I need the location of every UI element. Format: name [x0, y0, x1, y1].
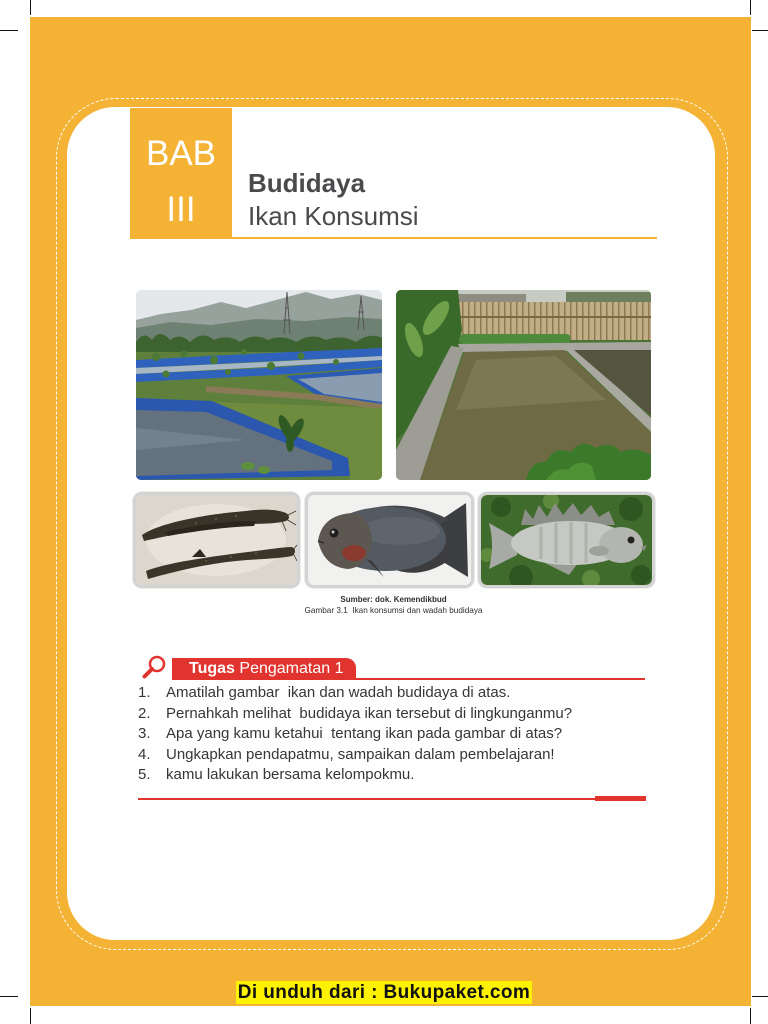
crop-mark — [30, 0, 31, 15]
pond-photo-concrete — [396, 290, 651, 480]
download-source-footer: Di unduh dari : Bukupaket.com — [237, 982, 531, 1003]
crop-mark — [750, 0, 751, 15]
pond-photo-tarpaulin — [136, 290, 382, 480]
crop-mark — [0, 996, 18, 997]
list-item — [138, 745, 645, 766]
task-header-rest: Pengamatan 1 — [239, 660, 344, 677]
list-item-text: Amatilah gambar ikan dan wadah budidaya di atas. — [166, 684, 511, 701]
chapter-label: BAB — [145, 134, 217, 173]
magnifier-icon — [141, 654, 167, 680]
task-list — [138, 683, 645, 786]
list-item — [138, 724, 645, 745]
crop-mark — [752, 30, 768, 31]
list-item-text: kamu lakukan bersama kelompokmu. — [166, 766, 415, 783]
list-item-number: 3. — [138, 725, 151, 742]
chapter-number: III — [166, 190, 196, 229]
list-item — [138, 704, 645, 725]
list-item-text: Apa yang kamu ketahui tentang ikan pada gambar di atas? — [166, 725, 563, 742]
task-header-rule — [172, 678, 645, 680]
task-header — [172, 658, 356, 679]
crop-mark — [0, 30, 18, 31]
task-end-rule — [138, 798, 646, 800]
fish-photo-catfish — [133, 492, 300, 588]
chapter-title-regular: Ikan Konsumsi — [248, 201, 419, 231]
list-item — [138, 683, 645, 704]
list-item-text: Ungkapkan pendapatmu, sampaikan dalam pembelajaran! — [166, 745, 555, 763]
fish-photo-gourami — [305, 492, 474, 588]
crop-mark — [750, 1008, 751, 1024]
chapter-title-bold: Budidaya — [248, 168, 366, 198]
list-item-number: 2. — [138, 704, 151, 722]
task-end-accent — [595, 796, 646, 801]
figure-caption: Gambar 3.1 Ikan konsumsi dan wadah budidaya — [304, 606, 483, 615]
list-item-text: Pernahkah melihat budidaya ikan tersebut di lingkunganmu? — [166, 704, 573, 722]
title-underline — [130, 237, 657, 239]
list-item-number: 4. — [138, 745, 151, 763]
chapter-badge — [130, 108, 232, 238]
figure-source: Sumber: dok. Kemendikbud — [340, 595, 447, 604]
list-item-number: 5. — [138, 766, 151, 783]
crop-mark — [30, 1008, 31, 1024]
crop-mark — [752, 996, 768, 997]
fish-photo-tilapia — [478, 492, 655, 588]
list-item-number: 1. — [138, 684, 151, 701]
task-header-bold: Tugas — [189, 660, 235, 677]
list-item — [138, 765, 645, 786]
